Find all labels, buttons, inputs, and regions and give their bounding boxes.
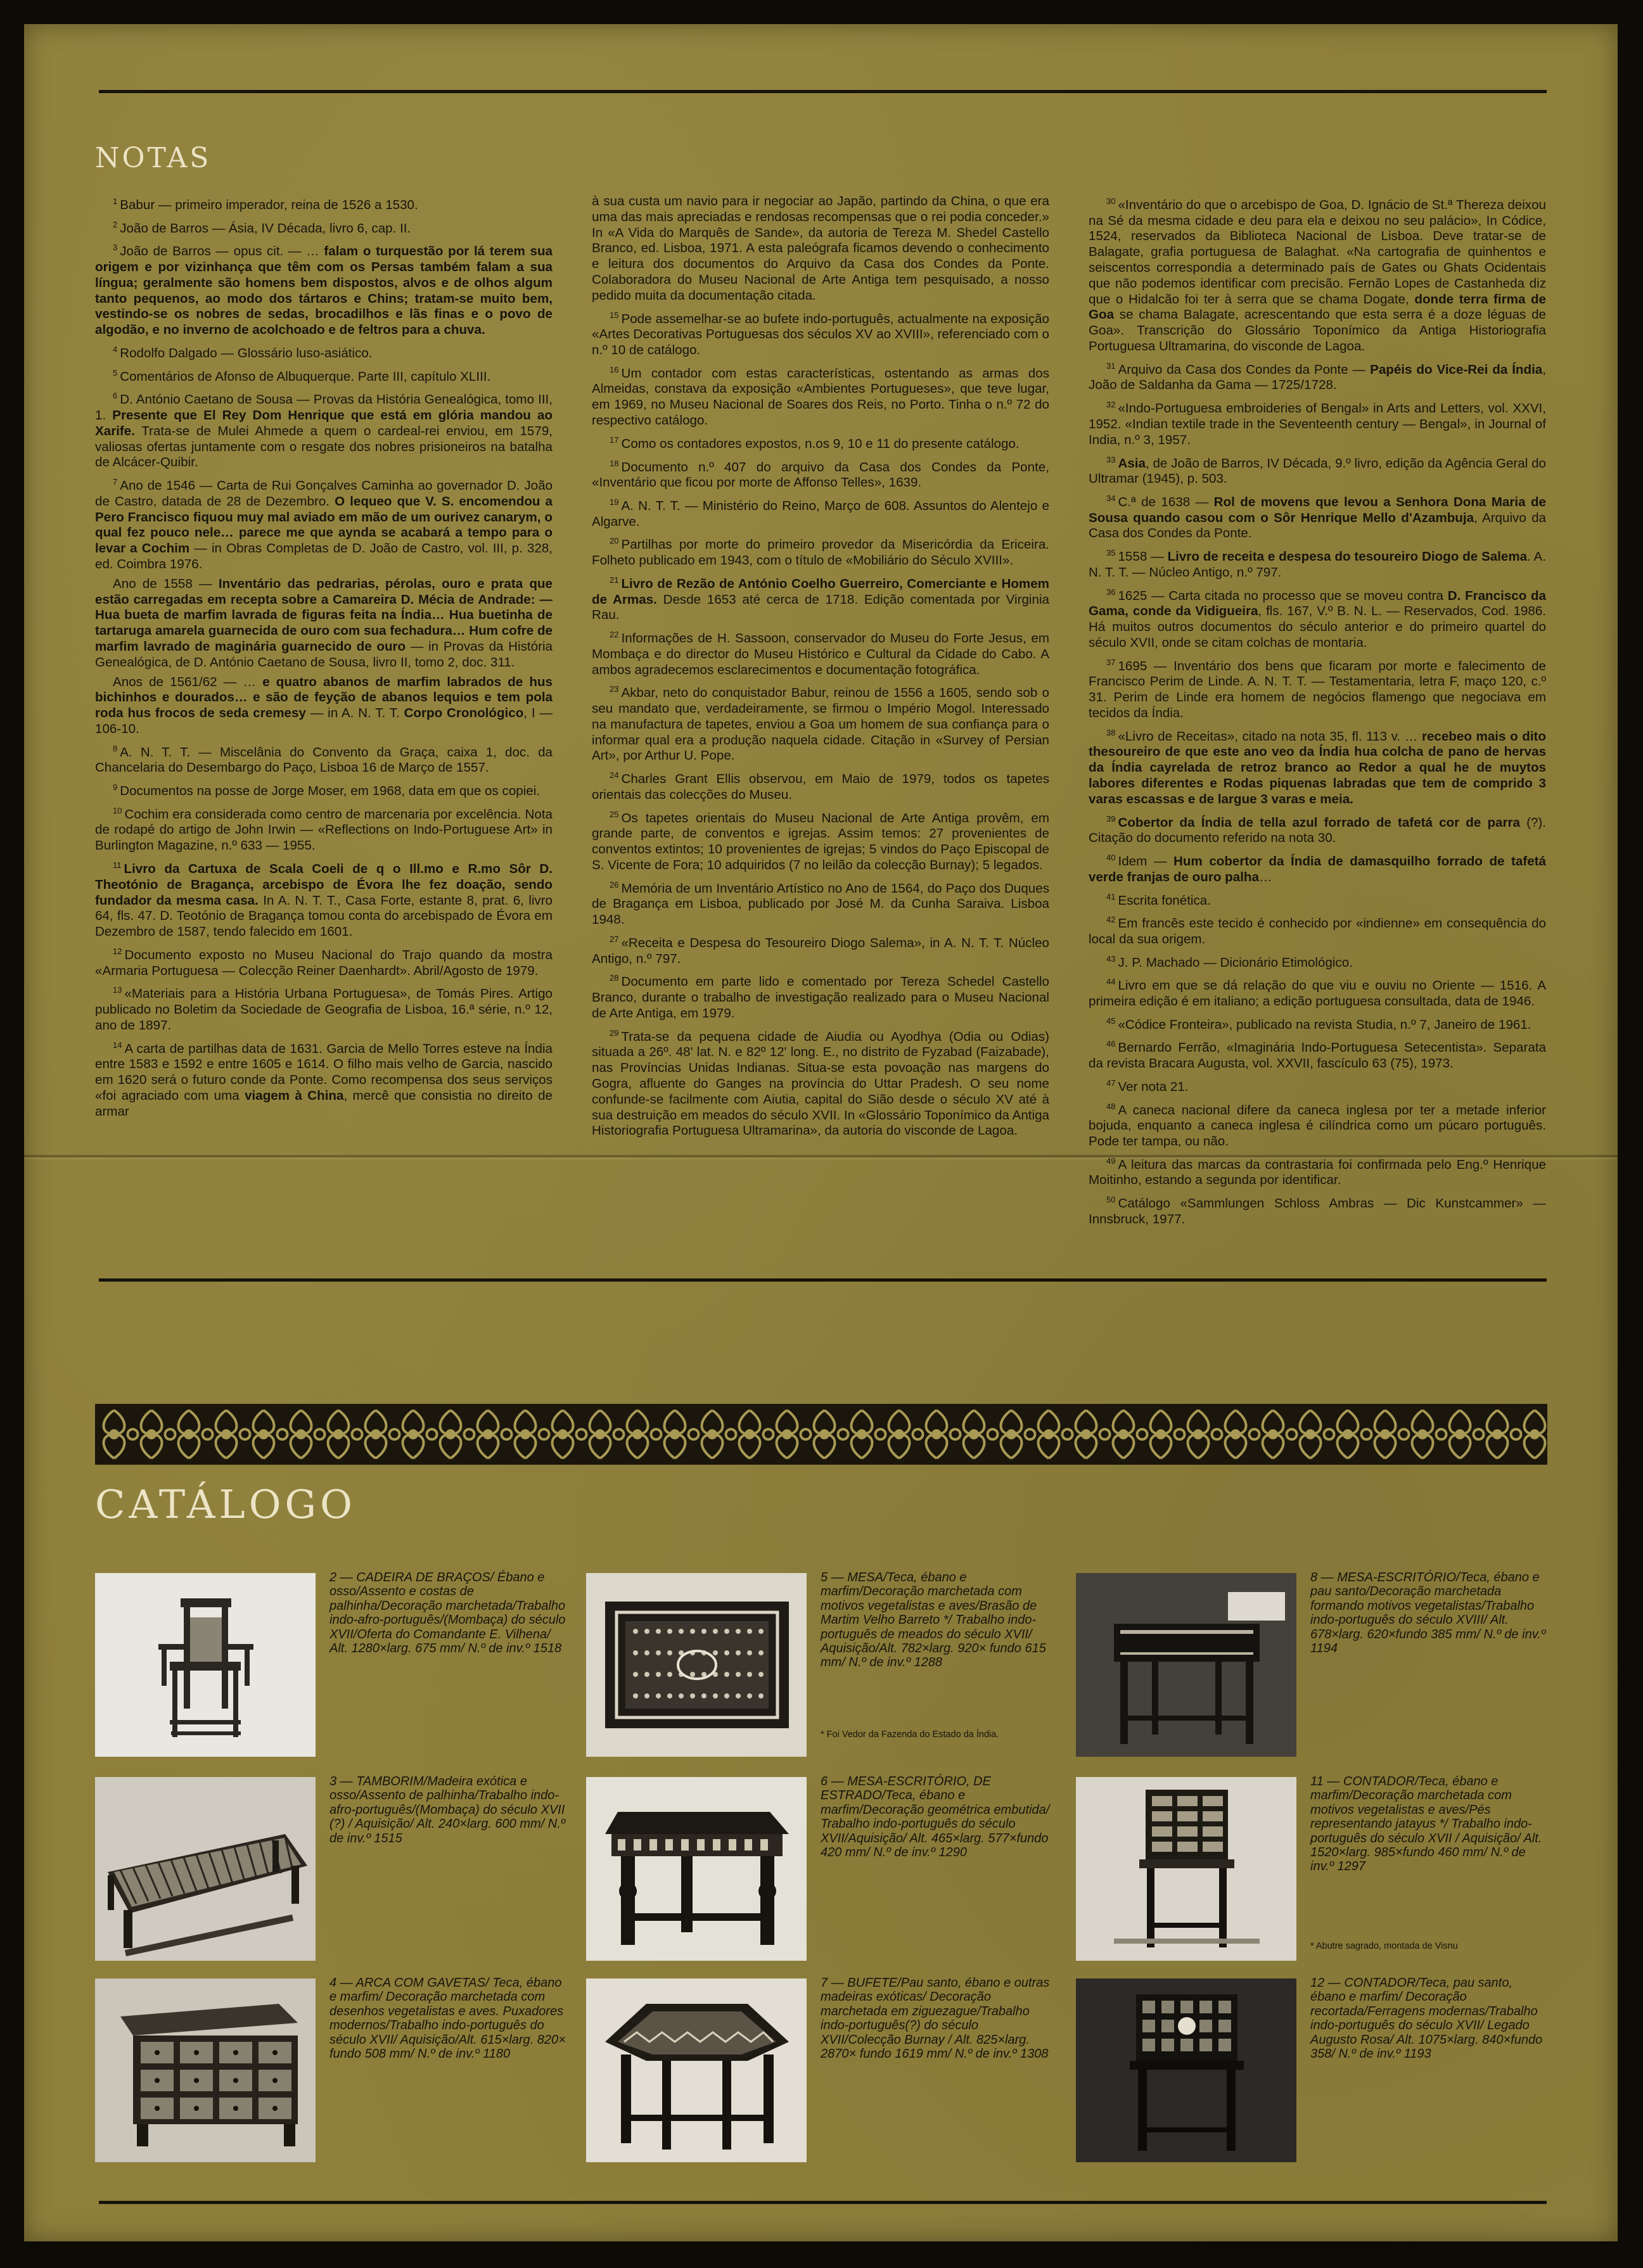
note-number: 34 (1106, 493, 1116, 503)
note-item (592, 971, 1049, 1021)
note-item (1089, 194, 1546, 355)
catalog-caption: 7 — BUFETE/Pau santo, ébano e outras madeiras exóticas/ Decoração marchetada em ziguezague/Trabalho indo-português(?) do século XVII/Colecção Burnay / Alt. 825×larg. 2870× fundo 1619 mm/ N.º de inv.º 1308 (821, 1976, 1050, 2061)
note-item (1089, 912, 1546, 947)
note-item (95, 944, 553, 979)
note-text: 1625 — Carta citada no processo que se moveu contra (1118, 588, 1448, 603)
note-quote-text: Asia (1118, 456, 1146, 471)
middle-rule (99, 1278, 1547, 1282)
note-item (95, 983, 553, 1033)
note-text: «Livro de Receitas», citado na nota 35, fl. 113 v. … (1118, 729, 1422, 744)
note-text: Trata-se de Mulei Ahmede a quem o cardeal-rei enviou, em 1579, valiosas ofertas juntamente com o resgate dos nobres prisioneiros na batalha de Alcácer-Quibir. (95, 423, 553, 470)
catalog-heading: CATÁLOGO (95, 1481, 356, 1527)
note-text: Como os contadores expostos, n.os 9, 10 e 11 do presente catálogo. (621, 436, 1020, 451)
note-item (592, 362, 1049, 429)
note-item (1089, 812, 1546, 846)
note-quote-text: Hum cobertor da Índia de damasquilho forrado de tafetá verde franjas de ouro palha (1089, 853, 1546, 884)
note-text: Escrita fonética. (1118, 893, 1211, 908)
note-number: 44 (1106, 977, 1116, 987)
note-number: 46 (1106, 1039, 1116, 1049)
note-item (592, 932, 1049, 967)
note-item (95, 366, 553, 385)
note-text: Livro em que se dá relação do que viu e ouviu no Oriente — 1516. A primeira edição é em italiano; a edição portuguesa consultada, data de 1946. (1089, 978, 1546, 1009)
note-number: 50 (1106, 1195, 1116, 1205)
catalog-caption: 11 — CONTADOR/Teca, ébano e marfim/Decoração marchetada com motivos vegetalistas e aves/Pés representando jatayus */ Trabalho indo-português do século XVII / Aquisição/ Alt. 1520×larg. 985×fundo 460 mm/ N.º de inv.º 1297 (1310, 1774, 1542, 1874)
note-number: 16 (610, 364, 619, 374)
note-number: 45 (1106, 1016, 1116, 1026)
note-item (95, 388, 553, 471)
note-text: Arquivo da Casa dos Condes da Ponte — (1118, 362, 1371, 377)
note-number: 5 (113, 367, 118, 378)
note-number: 30 (1106, 196, 1116, 206)
note-number: 39 (1106, 813, 1116, 824)
note-number: 27 (610, 934, 619, 944)
note-number: 9 (113, 782, 118, 793)
note-number: 23 (610, 684, 619, 694)
note-item (592, 877, 1049, 928)
note-quote-text: Livro da Cartuxa de Scala Coeli de q o Ill.mo e R.mo Sôr D. Theotónio de Bragança, arcebispo de Évora lhe fez doação, sendo fundador da mesma casa. (95, 861, 553, 908)
note-quote-text: Rol de movens que levou a Senhora Dona Maria de Sousa quando casou com o Sôr Henrique Mello d'Azambuja (1089, 494, 1546, 525)
catalog-entry (95, 1978, 567, 2169)
note-number: 26 (610, 879, 619, 889)
note-number: 40 (1106, 853, 1116, 863)
note-text: Documento exposto no Museu Nacional do Trajo quando da mostra «Armaria Portuguesa — Colecção Reiner Daenhardt». Abril/Agosto de 1979. (95, 947, 553, 978)
note-quote-text: Livro de Rezão de António Coelho Guerreiro, Comerciante e Homem de Armas. (592, 576, 1049, 607)
catalog-footnote: * Foi Vedor da Fazenda do Estado da Índia. (821, 1730, 999, 1740)
note-text: se chama Balagate, acrescentando que esta serra é a doze léguas de Goa». Transcrição do Glossário Toponímico da Antiga Historiografia Portuguesa Ultramarina, do visconde de Lagoa. (1089, 307, 1546, 354)
note-number: 22 (610, 630, 619, 640)
note-item (95, 741, 553, 776)
note-number: 21 (610, 575, 619, 585)
note-text: Comentários de Afonso de Albuquerque. Parte III, capítulo XLIII. (120, 369, 491, 384)
note-text: Informações de H. Sassoon, conservador do Museu do Forte Jesus, em Mombaça e do director do Museu Histórico e Cultural da Cidade do Cabo. A ambos agradecemos esclarecimentos e documentação fotográfica. (592, 631, 1049, 677)
note-text: «Materiais para a História Urbana Portuguesa», de Tomás Pires. Artigo publicado no Boletim da Sociedade de Geografia de Lisboa, 16.ª série, n.º 12, ano de 1897. (95, 986, 553, 1033)
note-text: Memória de um Inventário Artístico no Ano de 1564, do Paço dos Duques de Bragança em Lisboa, publicado por José M. da Cunha Saraiva. Lisboa 1948. (592, 881, 1049, 927)
writing-table-photo (1076, 1573, 1296, 1757)
note-item (95, 803, 553, 854)
note-item (95, 780, 553, 800)
note-item (592, 807, 1049, 874)
note-text: , João de Saldanha da Gama — 1725/1728. (1089, 362, 1546, 393)
note-text: — in Provas da História Genealógica, de D. António Caetano de Sousa, livro II, tomo 2, doc. 311. (95, 639, 553, 670)
note-item (1089, 491, 1546, 542)
note-text: Os tapetes orientais do Museu Nacional de Arte Antiga provêm, em grande parte, de conventos e igrejas. Assim temos: 27 provenientes de conventos extintos; 10 provenientes de igrejas; 5 vindos do Paço Episcopal de S. Vicente de Fora; 10 adquiridos (7 no leilão da colecção Burnay); 5 legados. (592, 810, 1049, 872)
note-text: «Indo-Portuguesa embroideries of Bengal» in Arts and Letters, vol. XXVI, 1952. «Indian textile trade in the Seventeenth century — Bengal», in Journal of India, n.º 3, 1957. (1089, 401, 1546, 447)
cabinet-carved-photo (1076, 1978, 1296, 2162)
note-text: Desde 1653 até cerca de 1718. Edição comentada por Virginia Rau. (592, 592, 1049, 623)
note-number: 29 (610, 1028, 619, 1038)
note-text: (?). Citação do documento referido na nota 30. (1089, 815, 1546, 846)
note-text: Bernardo Ferrão, «Imaginária Indo-Portuguesa Setecentista». Separata da revista Bracara Augusta, vol. XXVII, fascículo 63 (75), 1973. (1089, 1040, 1546, 1071)
note-item (592, 495, 1049, 530)
note-number: 28 (610, 973, 619, 983)
notes-heading: NOTAS (95, 142, 212, 174)
note-quote-text: O lequeo que V. S. encomendou a Pero Francisco fiquou muy mal aviado em mão de um ourivez canarym, o qual fez pouco nele… parece me que aynda se acabará a tempo para o levar a Cochim (95, 494, 553, 556)
note-text: «Receita e Despesa do Tesoureiro Diogo Salema», in A. N. T. T. Núcleo Antigo, n.º 797. (592, 935, 1049, 966)
catalog-entry (586, 1570, 1058, 1763)
note-item (1089, 359, 1546, 393)
note-quote-text: Inventário das pedrarias, pérolas, ouro e prata que estão carregadas em recepta sobre a Camareira D. Mécia de Andrade: — Hua bueta de marfim lavrada de figuras feita na Índia… Hua buetinha de tartaruga amarela guarnecida de ouro com sua fechadura… Hum cofre de marfim lavrado de maginária guarnecido de ouro (95, 576, 553, 654)
note-item (592, 308, 1049, 359)
note-number: 19 (610, 497, 619, 507)
note-quote-text: falam o turquestão por lá terem sua origem e por vizinhança que têm com os Persas também falam a sua língua; geralmente são homens bem dispostos, alvos e de olhos algum tanto pequenos, ao modo dos tártaros e Chins; tratam-se muito bem, vestindo-se os nobres de sedas, brocadilhos e lãs finas e o povo de algodão, e no inverno de acolchoado e de feltros para a chuva. (95, 244, 553, 338)
note-text: D. António Caetano de Sousa — Provas da História Genealógica, tomo III, 1. (95, 392, 553, 423)
note-item (1089, 655, 1546, 722)
note-text: Catálogo «Sammlungen Schloss Ambras — Dic Kunstcammer» — Innsbruck, 1977. (1089, 1196, 1546, 1226)
note-quote-text: e quatro abanos de marfim labrados de hus bichinhos e dourados… e são de feyção de abanos lequios e tem pola roda hus frocos de seda cremesy (95, 674, 553, 721)
desk-table-photo (586, 1777, 807, 1961)
note-quote-text: donde terra firma de Goa (1089, 291, 1546, 322)
note-item (1089, 1099, 1546, 1150)
note-text: 1695 — Inventário dos bens que ficaram por morte e falecimento de Francisco Perim de Linde. A. N. T. T. — Testamentaria, letra F, maço 120, c.º 31. Perim de Linde era homem de negócios flamengo que negociava em tecidos da Índia. (1089, 658, 1546, 720)
note-number: 8 (113, 743, 118, 753)
note-number: 42 (1106, 915, 1116, 925)
note-number: 48 (1106, 1101, 1116, 1111)
catalog-caption: 8 — MESA-ESCRITÓRIO/Teca, ébano e pau santo/Decoração marchetada formando motivos vegetalistas/Trabalho indo-português do século XVIII/ Alt. 678×larg. 620×fundo 385 mm/ N.º de inv.º 1194 (1310, 1570, 1546, 1656)
note-number: 31 (1106, 360, 1116, 371)
note-quote-text: viagem à China (245, 1088, 344, 1103)
note-text: Anos de 1561/62 — … (113, 674, 263, 689)
note-text: … (1258, 869, 1272, 884)
note-number: 36 (1106, 587, 1116, 597)
note-item (1089, 545, 1546, 580)
note-item (1089, 1014, 1546, 1033)
note-number: 17 (610, 435, 619, 445)
note-text: A. N. T. T. — Ministério do Reino, Março de 608. Assuntos do Alentejo e Algarve. (592, 498, 1049, 529)
ornamental-border (95, 1404, 1547, 1465)
note-number: 10 (113, 805, 122, 815)
note-number: 24 (610, 770, 619, 780)
brochure-page (24, 24, 1618, 2241)
table-inlaid-top-photo (586, 1573, 807, 1757)
note-quote-text: Livro de receita e despesa do tesoureiro Diogo de Salema (1167, 549, 1528, 564)
note-number: 35 (1106, 548, 1116, 558)
catalog-entry (95, 1570, 567, 1763)
notes-column-1 (95, 194, 553, 1245)
note-item (1089, 452, 1546, 487)
note-text: Babur — primeiro imperador, reina de 1526 a 1530. (120, 197, 418, 212)
note-item (1089, 1192, 1546, 1227)
cabinet-on-stand-photo (1076, 1777, 1296, 1961)
note-number: 20 (610, 536, 619, 546)
note-item (1089, 974, 1546, 1009)
note-number: 37 (1106, 657, 1116, 667)
catalog-grid (95, 1570, 1547, 2175)
catalog-entry (586, 1978, 1058, 2169)
note-number: 15 (610, 310, 619, 320)
note-number: 32 (1106, 400, 1116, 410)
note-item (95, 577, 553, 671)
note-text: Documento em parte lido e comentado por Tereza Schedel Castello Branco, durante o trabalho de investigação realizado para o Museu Nacional de Arte Antiga, em 1979. (592, 974, 1049, 1021)
note-item (1089, 725, 1546, 808)
note-item (592, 1026, 1049, 1139)
note-number: 49 (1106, 1156, 1116, 1166)
note-item (592, 573, 1049, 623)
catalog-caption: 6 — MESA-ESCRITÓRIO, DE ESTRADO/Teca, ébano e marfim/Decoração geométrica embutida/ Trabalho indo-português do século XVII/Aquisição/ Alt. 465×larg. 577×fundo 420 mm/ N.º de inv.º 1290 (821, 1774, 1050, 1860)
note-item (1089, 1036, 1546, 1071)
note-item (95, 342, 553, 362)
note-quote-text: Presente que El Rey Dom Henrique que está em glória mandou ao Xarife. (95, 407, 553, 438)
note-text: C.ª de 1638 — (1118, 494, 1214, 509)
note-item (592, 533, 1049, 568)
catalog-entry (586, 1774, 1058, 1967)
note-number: 7 (113, 477, 118, 487)
note-item (592, 768, 1049, 803)
note-item (1089, 1154, 1546, 1188)
note-number: 41 (1106, 891, 1116, 901)
note-text: Documentos na posse de Jorge Moser, em 1968, data em que os copiei. (120, 784, 540, 799)
note-text: In A. N. T. T., Casa Forte, estante 8, prat. 6, livro 64, fls. 47. D. Teotónio de Bragança tomou conta do arcebispado de Évora em Dezembro de 1587, tendo falecido em 1601. (95, 893, 553, 940)
catalog-caption: 4 — ARCA COM GAVETAS/ Teca, ébano e marfim/ Decoração marchetada com desenhos vegetalistas e aves. Puxadores modernos/Trabalho indo-português do século XVII/ Aquisição/Alt. 615×larg. 820× fundo 508 mm/ N.º de inv.º 1180 (329, 1976, 566, 2061)
top-rule (99, 90, 1547, 93)
note-quote-text: Cobertor da Índia de tella azul forrado de tafetá cor de parra (1118, 815, 1520, 830)
note-quote-text: D. Francisco da Gama, conde da Vidigueira (1089, 588, 1546, 619)
note-item (1089, 850, 1546, 885)
note-number: 11 (113, 860, 122, 870)
catalog-footnote: * Abutre sagrado, montada de Visnu (1310, 1941, 1458, 1951)
note-item (95, 194, 553, 213)
note-number: 3 (113, 243, 118, 253)
note-quote-text: Corpo Cronológico (404, 706, 524, 721)
note-number: 13 (113, 985, 122, 995)
note-item (95, 217, 553, 237)
octagonal-table-photo (586, 1978, 807, 2162)
note-text: Ver nota 21. (1118, 1079, 1189, 1094)
note-text: Rodolfo Dalgado — Glossário luso-asiático. (120, 345, 373, 360)
note-item (95, 240, 553, 338)
catalog-caption: 5 — MESA/Teca, ébano e marfim/Decoração marchetada com motivos vegetalistas e aves/Brasão de Martim Velho Barreto */ Trabalho indo-português de meados do século XVII/ Aquisição/Alt. 782×larg. 920× fundo 615 mm/ N.º de inv.º 1288 (821, 1570, 1046, 1670)
note-text: Documento n.º 407 do arquivo da Casa dos Condes da Ponte, «Inventário que ficou por morte de Affonso Telles», 1639. (592, 459, 1049, 490)
note-text: Partilhas por morte do primeiro provedor da Misericórdia da Ericeira. Folheto publicado em 1943, com o título de «Mobiliário do Século XVIII». (592, 537, 1049, 568)
catalog-caption: 3 — TAMBORIM/Madeira exótica e osso/Assento de palhinha/Trabalho indo-afro-português/(Mombaça) do século XVII (?) / Aquisição/ Alt. 240×larg. 600 mm/ N.º de inv.º 1515 (329, 1774, 566, 1845)
chest-photo (95, 1978, 316, 2162)
note-text: Idem — (1118, 853, 1173, 869)
note-quote-text: Papéis do Vice-Rei da Índia (1370, 362, 1543, 377)
note-number: 2 (113, 219, 118, 229)
catalog-caption: 12 — CONTADOR/Teca, pau santo, ébano e marfim/ Decoração recortada/Ferragens modernas/Trabalho indo-português do século XVII/ Legado Augusto Rosa/ Alt. 1075×larg. 840×fundo 358/ N.º de inv.º 1193 (1310, 1976, 1543, 2061)
note-text: Akbar, neto do conquistador Babur, reinou de 1556 a 1605, sendo sob o seu mandato que, verdadeiramente, se firmou o Império Mogol. Interessado na manufactura de tapetes, enviou a Goa um homem de sua confiança para o informar qual era a produção naquela cidade. Citação in «Survey of Persian Art», por Arthur U. Pope. (592, 685, 1049, 763)
note-text: A carta de partilhas data de 1631. Garcia de Mello Torres esteve na Índia entre 1583 e 1592 e entre 1605 e 1614. O filho mais velho de Garcia, nascido em 1620 será o futuro conde da Ponte. Como recompensa dos seus serviços «foi agraciado com uma (95, 1041, 553, 1103)
note-text: A caneca nacional difere da caneca inglesa por ter a metade inferior bojuda, enquanto a caneca inglesa é cilíndrica como um púcaro português. Pode ter tampa, ou não. (1089, 1102, 1546, 1149)
note-number: 4 (113, 344, 118, 354)
note-number: 14 (113, 1040, 122, 1050)
note-number: 1 (113, 196, 118, 206)
note-text: , Arquivo da Casa dos Condes da Ponte. (1089, 510, 1546, 541)
note-item (95, 675, 553, 737)
note-text: Ano de 1558 — (113, 576, 219, 591)
note-text: , fls. 167, V.º B. N. L. — Reservados, Cod. 1986. Há muitos outros documentos do século anterior e do primeiro quartel do século XVII, onde se citam colchas de montaria. (1089, 604, 1546, 650)
note-text: Cochim era considerada como centro de marcenaria por excelência. Nota de rodapé do artigo de John Irwin — «Reflections on Indo-Portuguese Art» in Burlington Magazine, n.º 633 — 1955. (95, 806, 553, 853)
note-text: — in Obras Completas de D. João de Castro, vol. III, p. 328, ed. Coimbra 1976. (95, 541, 553, 571)
note-text: Pode assemelhar-se ao bufete indo-português, actualmente na exposição «Artes Decorativas Portuguesas dos séculos XV ao XVIII», referenciado com o n.º 10 de catálogo. (592, 311, 1049, 358)
note-item (592, 627, 1049, 678)
note-text: João de Barros — opus cit. — … (120, 244, 324, 259)
note-text: A. N. T. T. — Miscelânia do Convento da Graça, caixa 1, doc. da Chancelaria do Desembargo do Paço, Lisboa 16 de Março de 1557. (95, 744, 553, 775)
note-number: 38 (1106, 727, 1116, 737)
note-text: A leitura das marcas da contrastaria foi confirmada pelo Eng.º Henrique Moitinho, estando a segunda por identificar. (1089, 1157, 1546, 1188)
note-text: Charles Grant Ellis observou, em Maio de 1979, todos os tapetes orientais das colecções do Museu. (592, 772, 1049, 802)
note-text: João de Barros — Ásia, IV Década, livro 6, cap. II. (120, 220, 411, 236)
note-text: Ano de 1546 — Carta de Rui Gonçalves Caminha ao governador D. João de Castro, datada de 28 de Dezembro. (95, 478, 553, 509)
note-number: 12 (113, 946, 122, 956)
catalog-caption: 2 — CADEIRA DE BRAÇOS/ Ébano e osso/Assento e costas de palhinha/Decoração marchetada/Trabalho indo-afro-português/(Mombaça) do século XVII/Oferta do Comandante E. Vilhena/ Alt. 1280×larg. 675 mm/ N.º de inv.º 1518 (329, 1570, 566, 1656)
note-text: , de João de Barros, IV Década, 9.º livro, edição da Agência Geral do Ultramar (1945), p. 503. (1089, 456, 1546, 487)
note-item (1089, 397, 1546, 448)
note-text: , I — 106-10. (95, 706, 553, 736)
note-text: J. P. Machado — Dicionário Etimológico. (1118, 955, 1353, 970)
note-item (592, 433, 1049, 452)
note-item (1089, 889, 1546, 909)
notes-column-2 (592, 194, 1049, 1245)
chair-photo (95, 1573, 316, 1757)
note-item (1089, 585, 1546, 651)
note-text: — in A. N. T. T. (305, 706, 404, 721)
stool-photo (95, 1777, 316, 1961)
note-text: 1558 — (1118, 549, 1168, 564)
note-text: . A. N. T. T. — Núcleo Antigo, n.º 797. (1089, 549, 1546, 580)
note-text: «Códice Fronteira», publicado na revista Studia, n.º 7, Janeiro de 1961. (1118, 1017, 1531, 1032)
note-item (592, 456, 1049, 491)
note-number: 43 (1106, 953, 1116, 964)
note-item (1089, 1076, 1546, 1095)
note-number: 47 (1106, 1078, 1116, 1088)
note-item (592, 682, 1049, 764)
note-text: Trata-se da pequena cidade de Aiudia ou Ayodhya (Odia ou Odias) situada a 26º. 48' lat. N. e 82º 12' long. E., no distrito de Fyzabad (Faizabade), nas Províncias Unidas Indianas. Situa-se esta povoação nas margens do Gogra, afluente do Ganges na província do Uttar Pradesh. O seu nome confunde-se facilmente com Aiutia, capital do Sião desde o século XV até à sua destruição em meados do século XVII. In «Glossário Toponímico da Antiga Historiografia Portuguesa Ultramarina», da autoria do visconde de Lagoa. (592, 1029, 1049, 1138)
catalog-entry (1076, 1774, 1548, 1967)
catalog-entry (1076, 1570, 1548, 1763)
note-text: Em francês este tecido é conhecido por «indienne» em consequência do local da sua origem. (1089, 916, 1546, 946)
note-number: 25 (610, 809, 619, 819)
note-item (1089, 952, 1546, 971)
note-text: , mercê que consistia no direito de armar (95, 1088, 553, 1119)
note-text: à sua custa um navio para ir negociar ao Japão, partindo da China, o que era uma das mais apreciadas e rendosas recompensas que o rei podia conceder.» In «A Vida do Marquês de Sande», da autoria de Tereza M. Shedel Castello Branco, ed. Lisboa, 1971. A esta paleógrafa ficamos devendo o conhecimento e leitura dos documentos do Arquivo da Casa dos Condes da Ponte. Colaboradora do Museu Nacional de Arte Antiga tem pesquisado, a nosso pedido muita da documentação citada. (592, 194, 1049, 303)
note-number: 6 (113, 391, 118, 401)
notes-columns (95, 194, 1546, 1245)
note-item (592, 194, 1049, 304)
bottom-rule (99, 2201, 1547, 2204)
catalog-entry (1076, 1978, 1548, 2169)
note-item (95, 475, 553, 573)
note-number: 18 (610, 458, 619, 468)
catalog-entry (95, 1774, 567, 1967)
note-text: «Inventário do que o arcebispo de Goa, D. Ignácio de St.ª Thereza deixou na Sé da mesma cidade e deu para ela e deixou no seu palácio», In Códice, 1524, reservados da Biblioteca Nacional de Lisboa. Deve tratar-se de Balagate, grafia portuguesa de Balaghat. «Na cartografia de quinhentos e seiscentos correspondia a determinado país de Gates ou Ghats Ocidentais que não podemos identificar com precisão. Fernão Lopes de Castanheda diz que o Hidalcão foi ter à serra que se chama Dogate, (1089, 197, 1546, 307)
note-item (95, 1038, 553, 1120)
note-item (95, 858, 553, 940)
notes-column-3 (1089, 194, 1546, 1245)
note-number: 33 (1106, 454, 1116, 464)
note-text: Um contador com estas características, ostentando as armas dos Almeidas, constava da exposição «Ambientes Portugueses», que teve lugar, em 1969, no Museu Nacional de Soares dos Reis, no Porto. Tinha o n.º 72 do respectivo catálogo. (592, 366, 1049, 428)
note-quote-text: recebeo mais o dito thesoureiro de que este ano veo da Índia hua colcha de pano de hervas da Índia cayrelada de retroz branco ao Redor a qual he de muytos labores diferentes e Rodas piquenas labradas que tem de comprido 3 varas escassas e de largue 3 varas e meia. (1089, 729, 1546, 806)
